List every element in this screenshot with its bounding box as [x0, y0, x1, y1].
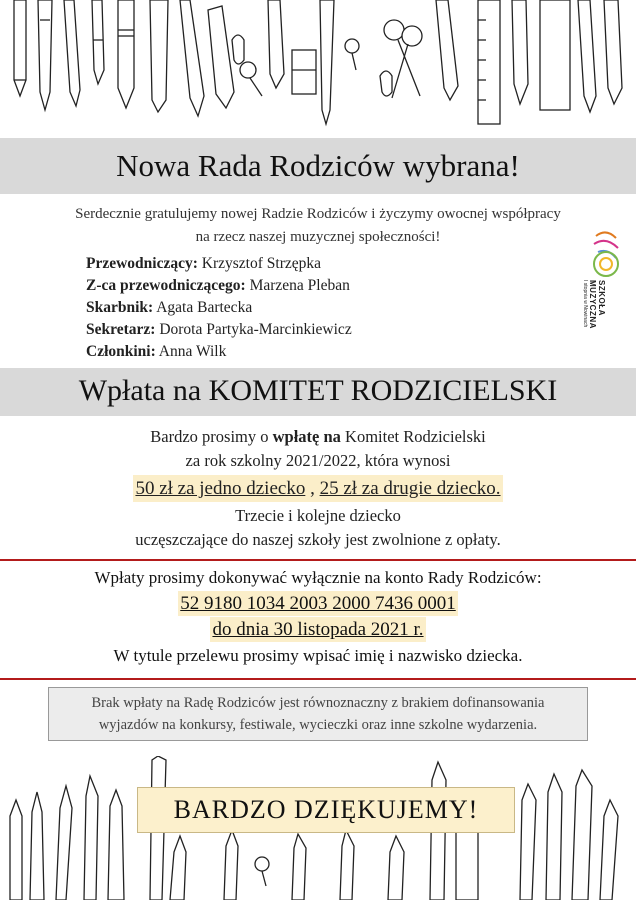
payment-text: Komitet Rodzicielski	[345, 427, 486, 446]
pen-icon	[208, 6, 234, 108]
board-role: Z-ca przewodniczącego:	[86, 277, 246, 294]
transfer-title-note: W tytule przelewu prosimy wpisać imię i nazwisko dziecka.	[113, 646, 523, 665]
board-member	[86, 341, 352, 363]
payment-info	[0, 425, 636, 552]
paperclip-icon	[232, 35, 244, 64]
account-intro: Wpłaty prosimy dokonywać wyłącznie na konto Rady Rodziców:	[94, 568, 542, 587]
pencil-icon	[268, 0, 284, 88]
greeting	[20, 203, 616, 249]
amount-first: 50 zł za jedno dziecko	[135, 478, 306, 499]
pen-icon	[546, 774, 562, 900]
board-role: Członkini:	[86, 343, 156, 360]
school-logo-text	[582, 280, 606, 329]
pushpin-icon	[255, 857, 269, 886]
brush-icon	[92, 0, 104, 84]
pushpin-icon	[240, 62, 262, 96]
pen-icon	[30, 792, 44, 900]
payment-line: za rok szkolny 2021/2022, która wynosi	[185, 451, 451, 470]
board-name: Dorota Partyka-Marcinkiewicz	[159, 321, 352, 338]
payment-line: Trzecie i kolejne dziecko	[235, 506, 401, 525]
notice-box	[48, 687, 588, 741]
pen-icon	[320, 0, 334, 124]
pencil-icon	[436, 0, 458, 100]
payment-text: Bardzo prosimy o	[150, 427, 269, 446]
board-member	[86, 275, 352, 297]
pencil-icon	[64, 0, 80, 106]
logo-line: MUZYCZNA	[588, 280, 597, 329]
board-name: Marzena Pleban	[249, 277, 350, 294]
pushpin-icon	[345, 39, 359, 70]
red-divider	[0, 559, 636, 561]
pencil-icon	[180, 0, 204, 116]
title-banner	[0, 138, 636, 194]
thanks-text: BARDZO DZIĘKUJEMY!	[173, 795, 479, 824]
board-name: Agata Bartecka	[156, 299, 253, 316]
board-name: Anna Wilk	[158, 343, 227, 360]
payment-bold-text: wpłatę na	[272, 427, 341, 446]
amount-highlight	[133, 475, 502, 502]
section-title-caps: KOMITET RODZICIELSKI	[208, 374, 558, 407]
payment-line: uczęszczające do naszej szkoły jest zwolnione z opłaty.	[135, 530, 501, 549]
pen-icon	[604, 0, 622, 104]
pen-icon	[388, 836, 404, 900]
payment-deadline: do dnia 30 listopada 2021 r.	[212, 619, 424, 640]
greeting-line: Serdecznie gratulujemy nowej Radzie Rodziców i życzymy owocnej współpracy	[75, 206, 561, 222]
paperclip-icon	[380, 71, 392, 96]
ruler-icon	[540, 0, 570, 110]
pen-icon	[38, 0, 52, 110]
marker-icon	[150, 0, 168, 112]
pencil-icon	[292, 834, 306, 900]
section-banner	[0, 368, 636, 416]
pencil-icon	[340, 830, 354, 900]
payment-line	[0, 425, 636, 449]
pen-icon	[170, 836, 186, 900]
greeting-line: na rzecz naszej muzycznej społeczności!	[195, 229, 441, 245]
stationery-illustration-top	[0, 0, 636, 140]
pen-icon	[118, 0, 134, 108]
pencil-icon	[224, 830, 238, 900]
pencil-icon	[14, 0, 26, 96]
board-name: Krzysztof Strzępka	[201, 255, 321, 272]
board-list	[86, 253, 352, 363]
board-role: Skarbnik:	[86, 299, 154, 316]
pencil-icon	[56, 786, 72, 900]
thanks-box	[137, 787, 515, 833]
account-number: 52 9180 1034 2003 2000 7436 0001	[180, 593, 456, 614]
notice-line: wyjazdów na konkursy, festiwale, wycieczki oraz inne szkolne wydarzenia.	[98, 717, 538, 733]
ruler-icon	[478, 0, 500, 124]
board-member	[86, 253, 352, 275]
board-member	[86, 319, 352, 341]
pencil-icon	[600, 800, 618, 900]
amount-second: 25 zł za drugie dziecko.	[319, 478, 501, 499]
brush-icon	[84, 776, 98, 900]
eraser-icon	[292, 50, 316, 94]
amount-separator: ,	[310, 478, 315, 499]
logo-line: I stopnia w Nowinach	[582, 280, 588, 328]
pencil-icon	[520, 784, 536, 900]
notice-line: Brak wpłaty na Radę Rodziców jest równoznaczny z brakiem dofinansowania	[91, 695, 545, 711]
scissors-icon	[384, 20, 422, 98]
page-title: Nowa Rada Rodziców wybrana!	[116, 148, 520, 183]
account-info	[0, 565, 636, 669]
payment-amounts	[0, 473, 636, 504]
board-role: Sekretarz:	[86, 321, 156, 338]
red-divider	[0, 678, 636, 680]
pencil-icon	[578, 0, 596, 112]
pencil-icon	[10, 800, 22, 900]
logo-line: SZKOŁA	[597, 280, 606, 316]
brush-icon	[512, 0, 528, 104]
section-title-prefix: Wpłata na	[78, 374, 202, 407]
board-role: Przewodniczący:	[86, 255, 198, 272]
board-member	[86, 297, 352, 319]
marker-icon	[108, 790, 124, 900]
marker-icon	[572, 770, 592, 900]
